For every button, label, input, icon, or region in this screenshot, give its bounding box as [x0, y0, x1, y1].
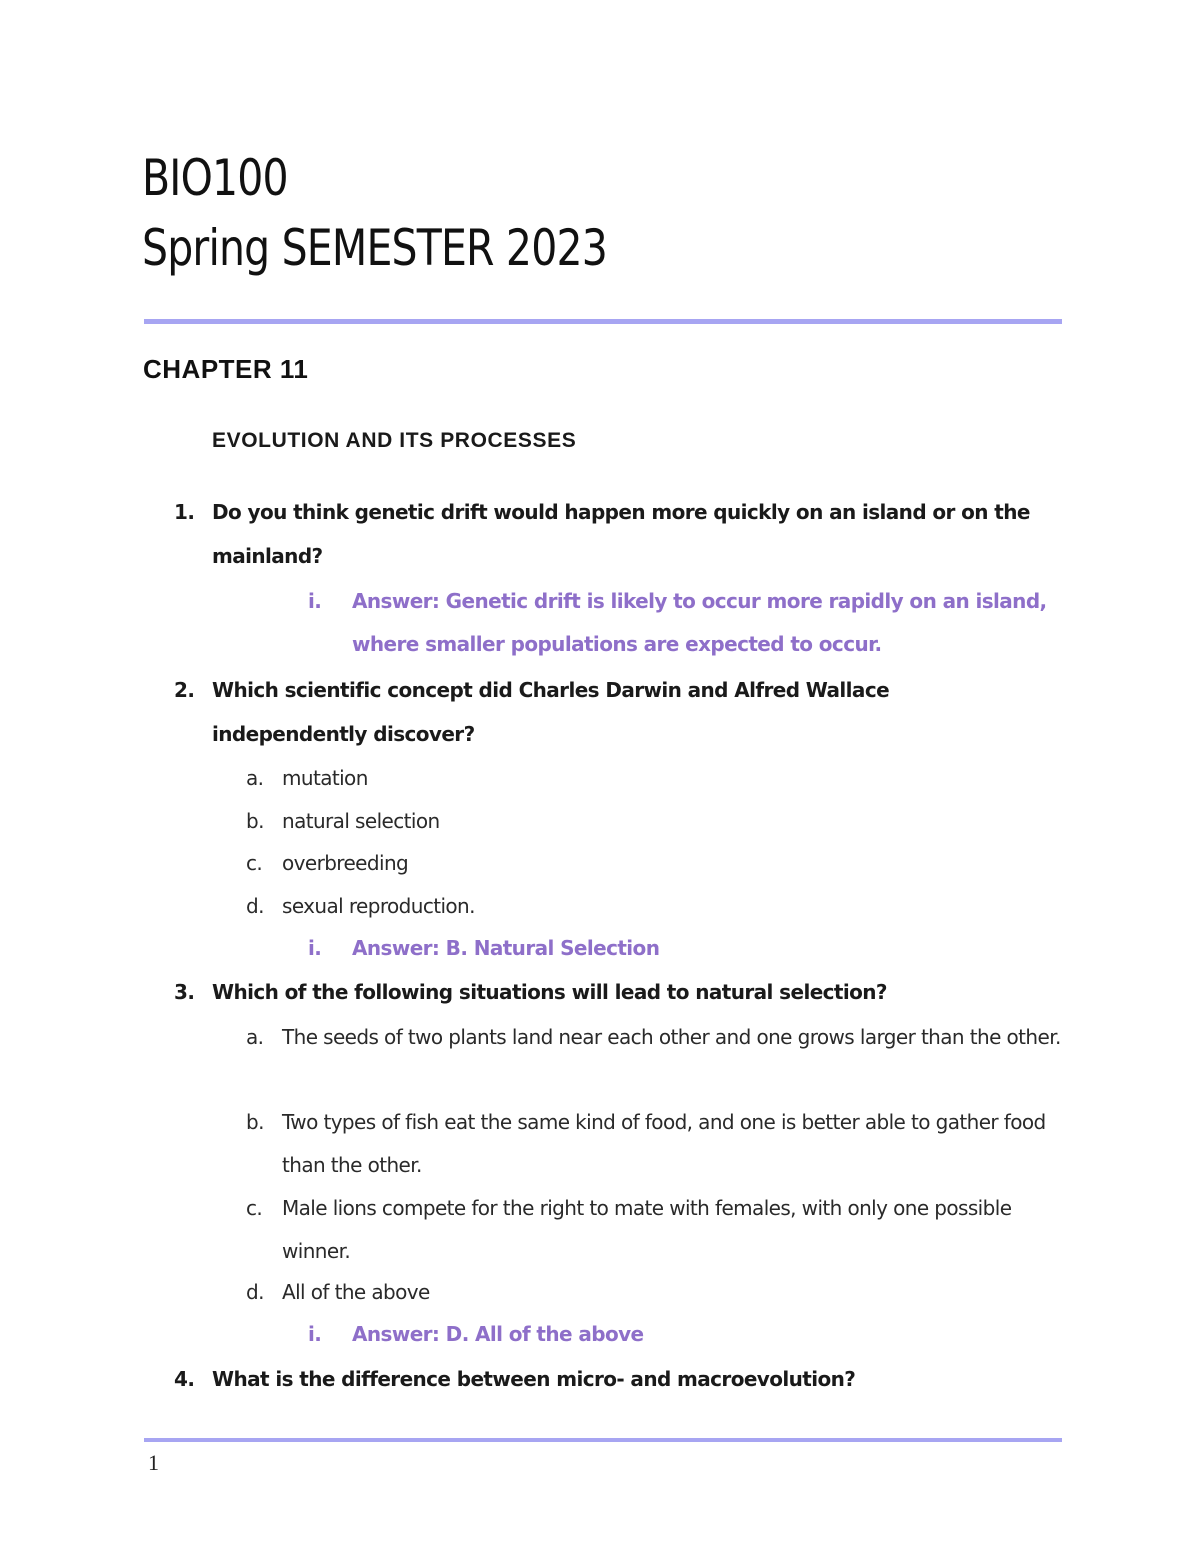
option-letter: a. — [246, 1025, 264, 1049]
option-text: mutation — [282, 766, 368, 790]
question-number: 2. — [174, 678, 195, 702]
course-code: BIO100 — [142, 149, 288, 207]
option-b — [246, 1101, 1066, 1187]
answer-3 — [308, 1313, 1068, 1356]
option-letter: c. — [246, 1196, 263, 1220]
option-a — [246, 757, 1066, 800]
option-text: Two types of fish eat the same kind of food, and one is better able to gather food than the other. — [282, 1110, 1046, 1177]
answer-marker: i. — [308, 1322, 322, 1346]
header-divider — [144, 319, 1062, 324]
option-b — [246, 800, 1066, 843]
answer-text: Answer: B. Natural Selection — [352, 936, 660, 960]
question-number: 1. — [174, 500, 195, 524]
answer-2 — [308, 927, 1068, 970]
option-text: natural selection — [282, 809, 440, 833]
answer-marker: i. — [308, 589, 322, 613]
question-number: 4. — [174, 1367, 195, 1391]
question-text: Do you think genetic drift would happen more quickly on an island or on the mainland? — [212, 500, 1030, 568]
answer-1 — [308, 580, 1068, 666]
option-text: All of the above — [282, 1280, 430, 1304]
semester-title: Spring SEMESTER 2023 — [142, 219, 607, 277]
answer-text: Answer: D. All of the above — [352, 1322, 644, 1346]
option-a — [246, 1016, 1066, 1102]
question-3 — [174, 970, 1054, 1014]
question-number: 3. — [174, 980, 195, 1004]
option-letter: b. — [246, 1110, 264, 1134]
option-letter: b. — [246, 809, 264, 833]
option-letter: a. — [246, 766, 264, 790]
option-d — [246, 1271, 1066, 1314]
option-text: overbreeding — [282, 851, 409, 875]
option-text: Male lions compete for the right to mate with females, with only one possible winner. — [282, 1196, 1012, 1263]
option-c — [246, 842, 1066, 885]
chapter-title: CHAPTER 11 — [143, 354, 309, 384]
option-d — [246, 885, 1066, 928]
question-2 — [174, 668, 1054, 756]
question-text: Which scientific concept did Charles Darwin and Alfred Wallace independently discover? — [212, 678, 890, 746]
question-text: What is the difference between micro- and macroevolution? — [212, 1367, 856, 1391]
question-text: Which of the following situations will lead to natural selection? — [212, 980, 887, 1004]
option-letter: c. — [246, 851, 263, 875]
footer-divider — [144, 1438, 1062, 1442]
option-text: sexual reproduction. — [282, 894, 475, 918]
section-title: EVOLUTION AND ITS PROCESSES — [212, 429, 577, 452]
option-letter: d. — [246, 1280, 264, 1304]
option-letter: d. — [246, 894, 264, 918]
page-number: 1 — [148, 1450, 159, 1475]
question-1 — [174, 490, 1054, 578]
question-4 — [174, 1357, 1054, 1401]
answer-text: Answer: Genetic drift is likely to occur more rapidly on an island, where smaller populations are expected to occur. — [352, 589, 1047, 656]
option-c — [246, 1187, 1066, 1273]
option-text: The seeds of two plants land near each other and one grows larger than the other. — [282, 1025, 1061, 1049]
answer-marker: i. — [308, 936, 322, 960]
